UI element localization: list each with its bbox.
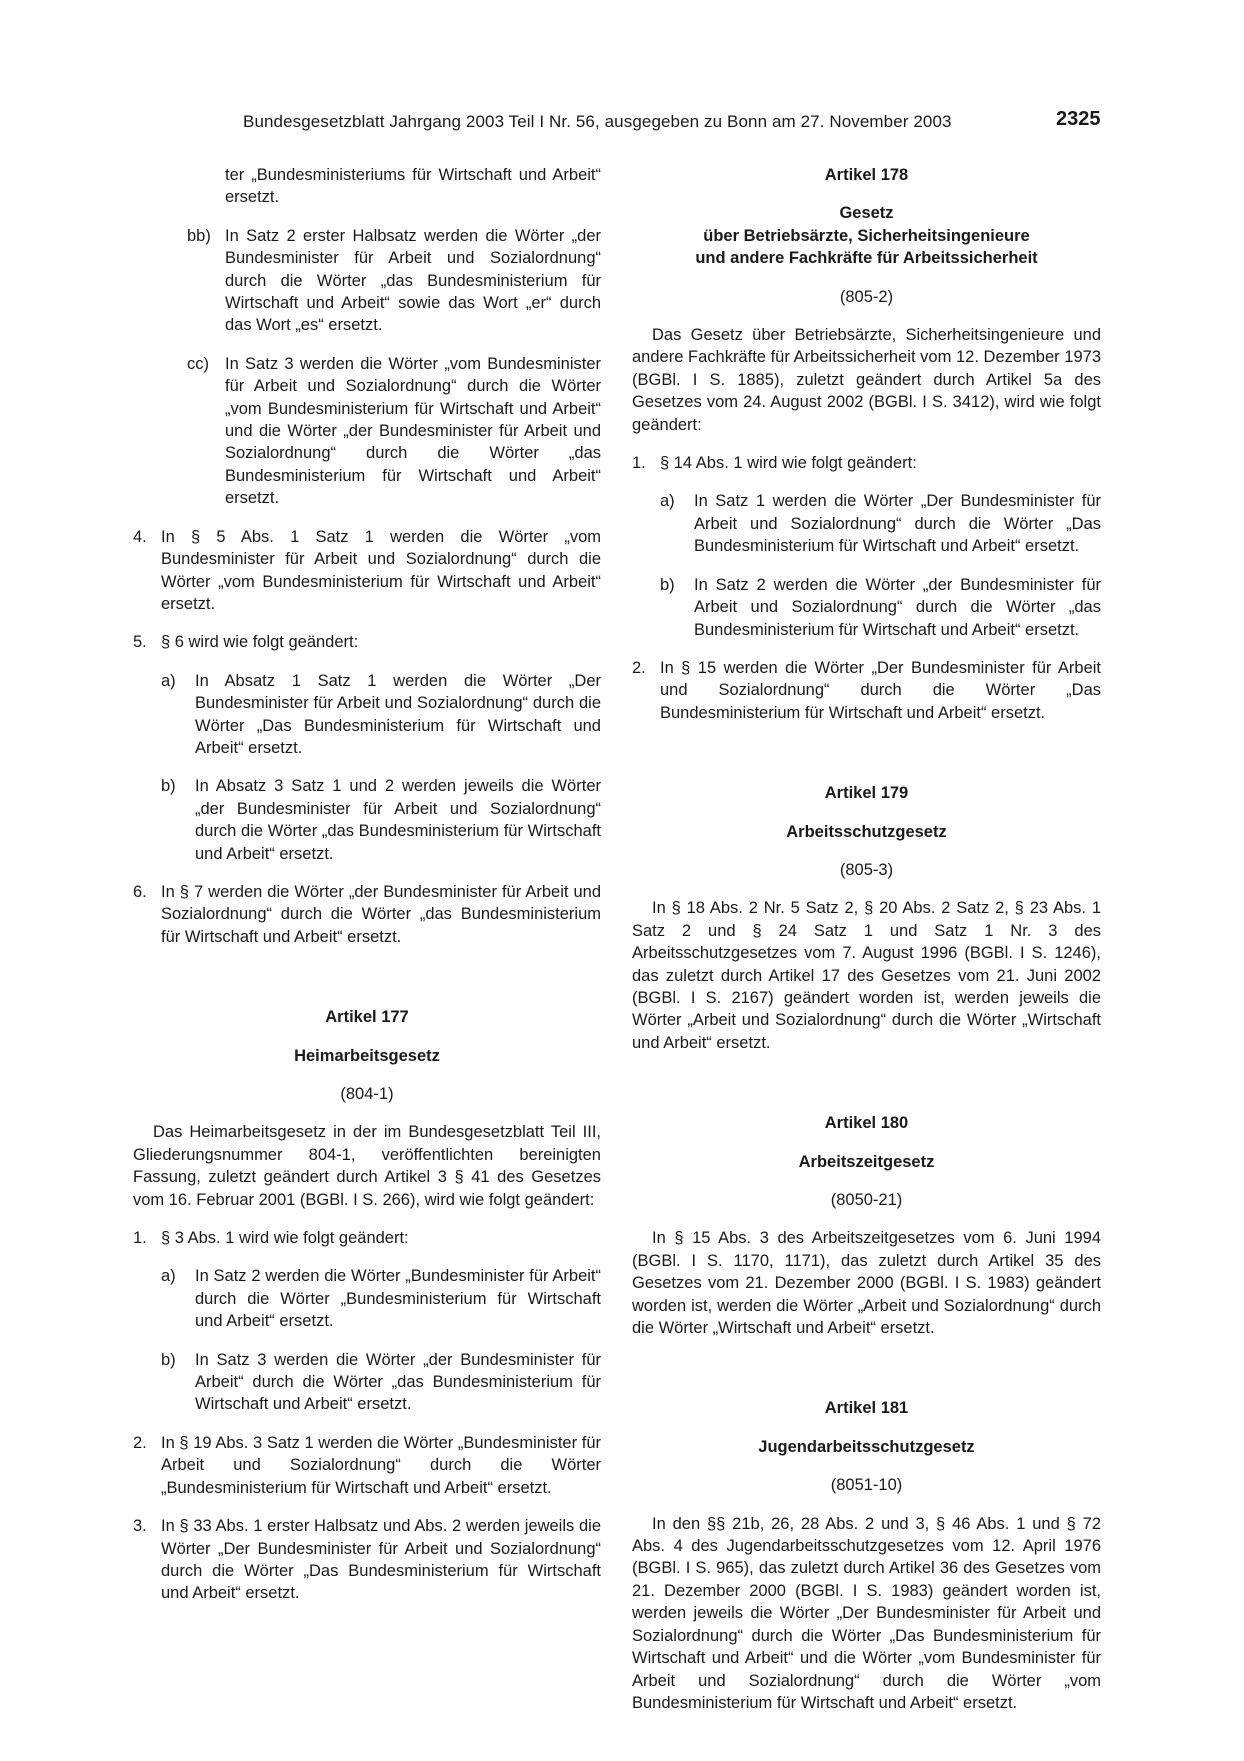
article-180-text: In § 15 Abs. 3 des Arbeitszeitgesetzes vom 6. Juni 1994 (BGBl. I S. 1170, 1171), das zuletzt durch Artikel 35 des Gesetzes vom 21. Dezember 2000 (BGBl. I S. 1983) geändert worden ist, werden die Wörter „Arbeit und Sozialordnung“ durch die Wörter „Wirtschaft und Arbeit“ ersetzt. [632, 1229, 1101, 1338]
list-marker: 2. [133, 1433, 147, 1452]
continued-text: ter „Bundesministeriums für Wirtschaft und Arbeit“ ersetzt. [225, 166, 601, 207]
article-177-code: (804-1) [340, 1085, 394, 1103]
list-item-text: In Satz 3 werden die Wörter „vom Bundesminister für Arbeit und Sozialordnung“ durch die Wörter „vom Bundesministerium für Wirtschaft und Arbeit“ und die Wörter „der Bundesminister für Arbeit und Sozialordnung“ durch die Wörter „das Bundesministerium für Wirtschaft und Arbeit“ ersetzt. [225, 354, 601, 508]
list-item-text: In Absatz 3 Satz 1 und 2 werden jeweils die Wörter „der Bundesminister für Arbeit und Sozialordnung“ durch die Wörter „das Bundesministerium für Wirtschaft und Arbeit“ ersetzt. [195, 777, 601, 863]
article-177-intro: Das Heimarbeitsgesetz in der im Bundesgesetzblatt Teil III, Gliederungsnummer 804-1, veröffentlichten bereinigten Fassung, zuletzt geändert durch Artikel 3 § 41 des Gesetzes vom 16. Februar 2001 (BGBl. I S. 266), wird wie folgt geändert: [133, 1123, 601, 1209]
list-item-text: In § 15 werden die Wörter „Der Bundesminister für Arbeit und Sozialordnung“ durch die Wörter „Das Bundesministerium für Wirtschaft und Arbeit“ ersetzt. [660, 658, 1101, 722]
list-item-text: In Absatz 1 Satz 1 werden die Wörter „Der Bundesminister für Arbeit und Sozialordnung“ durch die Wörter „Das Bundesministerium für Wirtschaft und Arbeit“ ersetzt. [195, 671, 601, 757]
article-178-title-line-3: und andere Fachkräfte für Arbeitssicherheit [695, 249, 1038, 268]
article-178-item-1 [632, 452, 1101, 474]
list-marker: 5. [133, 633, 147, 652]
list-item-text: § 6 wird wie folgt geändert: [161, 633, 359, 652]
list-item-6 [133, 881, 601, 948]
list-item-text: In Satz 2 werden die Wörter „der Bundesminister für Arbeit und Sozialordnung“ durch die Wörter „das Bundesministerium für Wirtschaft und Arbeit“ ersetzt. [694, 575, 1101, 639]
list-marker: 1. [632, 454, 646, 473]
article-177-title: Heimarbeitsgesetz [294, 1046, 440, 1065]
article-181-heading: Artikel 181 [824, 1399, 909, 1418]
article-178-title-line-1: Gesetz [839, 204, 894, 223]
list-item-text: In § 33 Abs. 1 erster Halbsatz und Abs. 2 werden jeweils die Wörter „Der Bundesminister für Arbeit und Sozialordnung“ durch die Wörter „Das Bundesministerium für Wirtschaft und Arbeit“ ersetzt. [161, 1517, 601, 1603]
list-marker: b) [161, 777, 176, 796]
list-item-5a [133, 670, 601, 760]
article-180-code: (8050-21) [830, 1191, 903, 1209]
article-177-item-1b [133, 1349, 601, 1416]
article-178-intro: Das Gesetz über Betriebsärzte, Sicherheitsingenieure und andere Fachkräfte für Arbeitssicherheit vom 12. Dezember 1973 (BGBl. I S. 1885), zuletzt geändert durch Artikel 5a des Gesetzes vom 24. August 2002 (BGBl. I S. 3412), wird wie folgt geändert: [632, 326, 1101, 434]
article-179-text: In § 18 Abs. 2 Nr. 5 Satz 2, § 20 Abs. 2 Satz 2, § 23 Abs. 1 Satz 2 und § 24 Satz 1 und Satz 1 Nr. 3 des Arbeitsschutzgesetzes vom 7. August 1996 (BGBl. I S. 1246), das zuletzt durch Artikel 17 des Gesetzes vom 21. Juni 2002 (BGBl. I S. 2167) geändert worden ist, werden jeweils die Wörter „Arbeit und Sozialordnung“ durch die Wörter „Wirtschaft und Arbeit“ ersetzt. [632, 899, 1101, 1052]
running-header-title: Bundesgesetzblatt Jahrgang 2003 Teil I Nr. 56, ausgegeben zu Bonn am 27. November 2003 [243, 112, 952, 131]
list-marker: bb) [187, 226, 211, 245]
list-item-5b [133, 775, 601, 865]
list-item-text: In Satz 3 werden die Wörter „der Bundesminister für Arbeit“ durch die Wörter „das Bundesministerium für Wirtschaft und Arbeit“ ersetzt. [195, 1350, 601, 1414]
list-item-text: In Satz 1 werden die Wörter „Der Bundesminister für Arbeit und Sozialordnung“ durch die Wörter „Das Bundesministerium für Wirtschaft und Arbeit“ ersetzt. [694, 492, 1101, 556]
list-marker: a) [660, 492, 675, 511]
list-item-text: In § 5 Abs. 1 Satz 1 werden die Wörter „vom Bundesminister für Arbeit und Sozialordnung“ durch die Wörter „vom Bundesministerium für Wirtschaft und Arbeit“ ersetzt. [161, 527, 601, 613]
article-179-title: Arbeitsschutzgesetz [786, 822, 947, 841]
article-178-item-2 [632, 657, 1101, 724]
article-178-code: (805-2) [839, 287, 894, 306]
article-181-text: In den §§ 21b, 26, 28 Abs. 2 und 3, § 46 Abs. 1 und § 72 Abs. 4 des Jugendarbeitsschutzgesetzes vom 12. April 1976 (BGBl. I S. 965), das zuletzt durch Artikel 36 des Gesetzes vom 21. Dezember 2000 (BGBl. I S. 1983) geändert worden ist, werden jeweils die Wörter „Der Bundesminister für Arbeit und Sozialordnung“ durch die Wörter „Das Bundesministerium für Wirtschaft und Arbeit“ und die Wörter „vom Bundesminister für Arbeit und Sozialordnung“ durch die Wörter „vom Bundesministerium für Wirtschaft und Arbeit“ ersetzt. [632, 1514, 1101, 1712]
article-180-heading: Artikel 180 [824, 1114, 909, 1133]
list-item-text: In Satz 2 werden die Wörter „Bundesminister für Arbeit“ durch die Wörter „Bundesministerium für Wirtschaft und Arbeit“ ersetzt. [195, 1267, 601, 1331]
article-180-title: Arbeitszeitgesetz [798, 1152, 935, 1171]
list-item-text: § 14 Abs. 1 wird wie folgt geändert: [660, 454, 917, 473]
article-179-heading: Artikel 179 [824, 784, 909, 803]
list-item-text: § 3 Abs. 1 wird wie folgt geändert: [161, 1229, 409, 1248]
article-181-code: (8051-10) [830, 1476, 903, 1495]
article-178-heading: Artikel 178 [824, 166, 909, 184]
right-column [632, 164, 1101, 1714]
list-marker: a) [161, 671, 176, 690]
page-header [0, 108, 1244, 138]
list-item-text: In Satz 2 erster Halbsatz werden die Wörter „der Bundesminister für Arbeit und Sozialordnung“ durch die Wörter „das Bundesministerium für Wirtschaft und Arbeit“ sowie das Wort „er“ durch das Wort „es“ ersetzt. [225, 226, 601, 335]
list-marker: b) [161, 1350, 176, 1369]
list-marker: 1. [133, 1229, 147, 1248]
list-marker: 2. [632, 658, 646, 677]
article-177-item-3 [133, 1515, 601, 1605]
article-177-item-1 [133, 1227, 601, 1249]
list-marker: 3. [133, 1517, 147, 1536]
list-item-text: In § 7 werden die Wörter „der Bundesminister für Arbeit und Sozialordnung“ durch die Wörter „das Bundesministerium für Wirtschaft und Arbeit“ ersetzt. [161, 882, 601, 946]
list-marker: 6. [133, 882, 147, 901]
list-item-text: In § 19 Abs. 3 Satz 1 werden die Wörter „Bundesminister für Arbeit und Sozialordnung“ durch die Wörter „Bundesministerium für Wirtschaft und Arbeit“ ersetzt. [161, 1433, 601, 1497]
left-column [133, 164, 601, 1605]
list-item-5 [133, 631, 601, 653]
article-178-item-1b [632, 574, 1101, 641]
list-marker: b) [660, 575, 675, 594]
list-item-cc [133, 353, 601, 510]
article-177-heading: Artikel 177 [325, 1008, 409, 1027]
article-178-item-1a [632, 490, 1101, 557]
article-178-title [632, 202, 1101, 269]
article-177-item-1a [133, 1265, 601, 1332]
article-179-code: (805-3) [839, 860, 894, 879]
page-number: 2325 [1056, 108, 1101, 130]
list-marker: 4. [133, 527, 147, 546]
article-181-title: Jugendarbeitsschutzgesetz [758, 1437, 975, 1456]
list-item-bb [133, 225, 601, 337]
article-177-item-2 [133, 1432, 601, 1499]
list-item-4 [133, 526, 601, 616]
list-marker: cc) [187, 354, 209, 373]
article-178-title-line-2: über Betriebsärzte, Sicherheitsingenieure [703, 226, 1030, 245]
list-marker: a) [161, 1267, 176, 1286]
